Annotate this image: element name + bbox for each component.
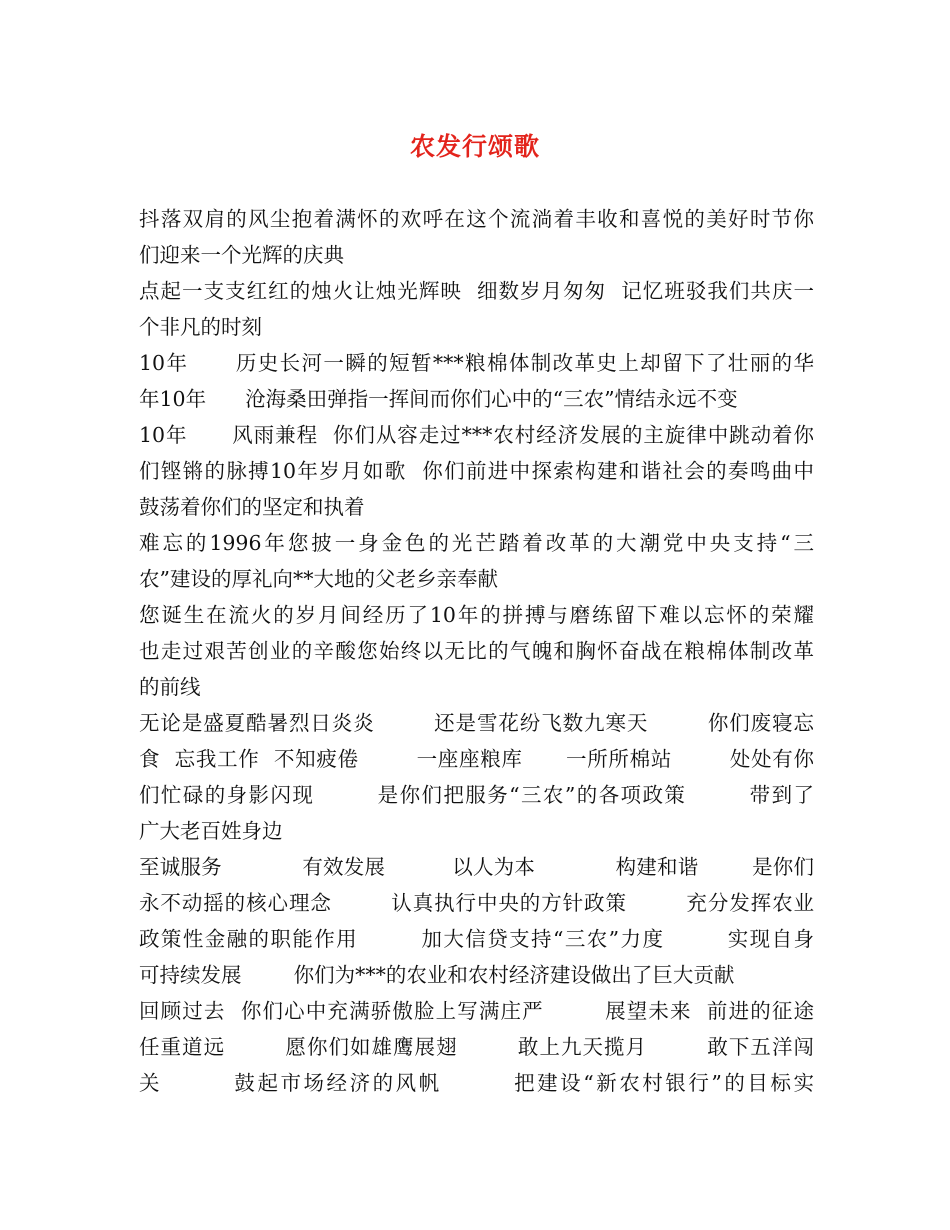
text-line: 食 忘我工作 不知疲倦 一座座粮库 一所所棉站 处处有你 [139, 747, 814, 771]
text-line: 点起一支支红红的烛火让烛光辉映 细数岁月匆匆 记忆班驳我们共庆一 [139, 279, 814, 303]
text-line: 的前线 [139, 675, 201, 699]
text-line: 10年 历史长河一瞬的短暂***粮棉体制改革史上却留下了壮丽的华 [139, 351, 814, 375]
text-line: 年10年 沧海桑田弹指一挥间而你们心中的“三农”情结永远不变 [139, 387, 738, 411]
text-line: 农”建设的厚礼向**大地的父老乡亲奉献 [139, 567, 498, 591]
text-line: 们迎来一个光辉的庆典 [139, 243, 344, 267]
document-body [139, 201, 814, 1101]
document-title: 农发行颂歌 [409, 132, 540, 161]
text-line: 也走过艰苦创业的辛酸您始终以无比的气魄和胸怀奋战在粮棉体制改革 [139, 639, 814, 663]
text-line: 您诞生在流火的岁月间经历了10年的拼搏与磨练留下难以忘怀的荣耀 [139, 603, 814, 627]
text-line: 广大老百姓身边 [139, 819, 283, 843]
text-line: 关 鼓起市场经济的风帆 把建设“新农村银行”的目标实 [139, 1071, 814, 1095]
text-line: 抖落双肩的风尘抱着满怀的欢呼在这个流淌着丰收和喜悦的美好时节你 [139, 207, 814, 231]
text-line: 10年 风雨兼程 你们从容走过***农村经济发展的主旋律中跳动着你 [139, 423, 814, 447]
text-line: 们铿锵的脉搏10年岁月如歌 你们前进中探索构建和谐社会的奏鸣曲中 [139, 459, 814, 483]
text-line: 政策性金融的职能作用 加大信贷支持“三农”力度 实现自身 [139, 927, 814, 951]
text-line: 任重道远 愿你们如雄鹰展翅 敢上九天揽月 敢下五洋闯 [139, 1035, 814, 1059]
text-line: 们忙碌的身影闪现 是你们把服务“三农”的各项政策 带到了 [139, 783, 814, 807]
text-line: 个非凡的时刻 [139, 315, 262, 339]
text-line: 鼓荡着你们的坚定和执着 [139, 495, 365, 519]
text-line: 回顾过去 你们心中充满骄傲脸上写满庄严 展望未来 前进的征途 [139, 999, 814, 1023]
text-line: 难忘的1996年您披一身金色的光芒踏着改革的大潮党中央支持“三 [139, 531, 814, 555]
text-line: 无论是盛夏酷暑烈日炎炎 还是雪花纷飞数九寒天 你们废寝忘 [139, 711, 814, 735]
text-line: 可持续发展 你们为***的农业和农村经济建设做出了巨大贡献 [139, 963, 735, 987]
text-line: 永不动摇的核心理念 认真执行中央的方针政策 充分发挥农业 [139, 891, 814, 915]
text-line: 至诚服务 有效发展 以人为本 构建和谐 是你们 [139, 855, 814, 879]
